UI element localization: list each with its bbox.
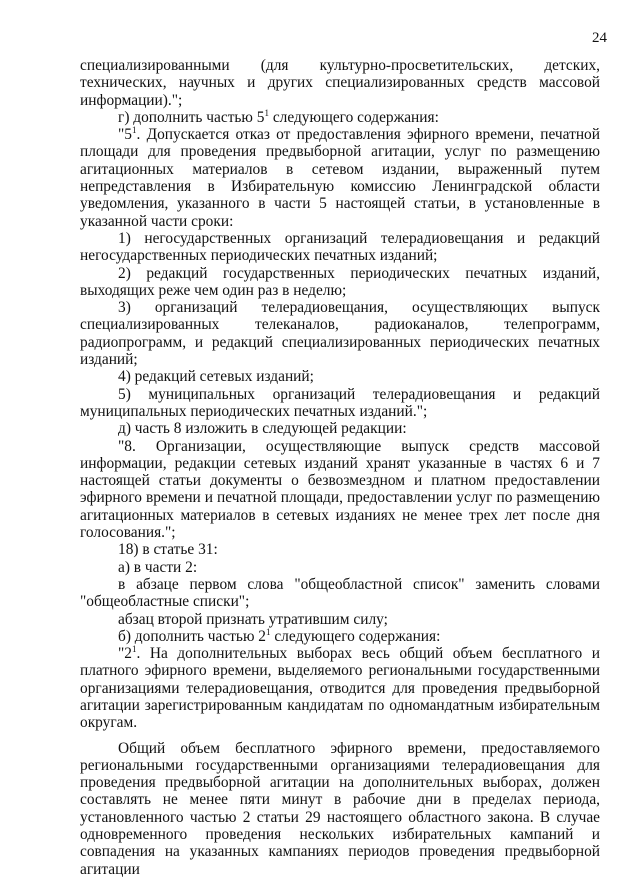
paragraph-replace-words: в абзаце первом слова "общеобластной список" заменить словами "общеобластные списки";: [80, 575, 600, 611]
paragraph-part-5-1: "$5^1$. Допускается отказ от предоставления эфирного времени, печатной площади для проведения предвыборной агитации, услуг по размещению агитационных материалов в сетевом издании, выраженный путем непредставления в Избирательную комиссию Ленинградской области уведомления, указанного в части 5 настоящей статьи, в установленные в указанной части сроки:: [80, 125, 600, 230]
paragraph-item-g: г) дополнить частью $5^1$ следующего содержания:: [118, 107, 439, 126]
page-number: 24: [592, 30, 607, 46]
list-item-2: 2) редакций государственных периодических печатных изданий, выходящих реже чем один раз в неделю;: [80, 264, 600, 299]
list-item-5: 5) муниципальных организаций телерадиовещания и редакций муниципальных периодических печатных изданий.";: [80, 385, 600, 420]
paragraph-repeal: абзац второй признать утратившим силу;: [118, 610, 388, 628]
list-item-1: 1) негосударственных организаций телерадиовещания и редакций негосударственных периодических печатных изданий;: [80, 229, 600, 265]
paragraph-part-2-1: "$2^1$. На дополнительных выборах весь общий объем бесплатного и платного эфирного времени, выделяемого региональными государственными организациями телерадиовещания, отводится для проведения предвыборной агитации зарегистрированным кандидатам по одномандатным избирательным округам.: [80, 644, 600, 732]
paragraph-continuation: специализированными (для культурно-просветительских, детских, технических, научных и других специализированных средств массовой информации).";: [80, 57, 600, 109]
paragraph-item-d: д) часть 8 изложить в следующей редакции:: [118, 420, 407, 438]
document-body: [80, 57, 600, 878]
list-item-4: 4) редакций сетевых изданий;: [118, 368, 314, 386]
paragraph-article-31: 18) в статье 31:: [118, 541, 218, 559]
paragraph-part-8: "8. Организации, осуществляющие выпуск средств массовой информации, редакции сетевых изданий хранят указанные в частях 6 и 7 настоящей статьи документы о безвозмездном и платном предоставлении эфирного времени и печатной площади, предоставлении услуг по размещению агитационных материалов в сетевых изданиях не менее трех лет после дня голосования.";: [80, 437, 600, 542]
paragraph-item-a: а) в части 2:: [118, 558, 198, 576]
paragraph-item-b: б) дополнить частью $2^1$ следующего содержания:: [118, 626, 441, 645]
paragraph-total-volume: Общий объем бесплатного эфирного времени, предоставляемого региональными государственными организациями телерадиовещания для проведения предвыборной агитации на дополнительных выборах, должен составлять не менее пяти минут в рабочие дни в пределах периода, установленного частью 2 статьи 29 настоящего областного закона. В случае одновременного проведения нескольких избирательных кампаний и совпадения на указанных кампаниях периодов проведения предвыборной агитации: [80, 739, 600, 878]
list-item-3: 3) организаций телерадиовещания, осуществляющих выпуск специализированных телеканалов, радиоканалов, телепрограмм, радиопрограмм, и редакций специализированных периодических печатных изданий;: [80, 299, 600, 369]
